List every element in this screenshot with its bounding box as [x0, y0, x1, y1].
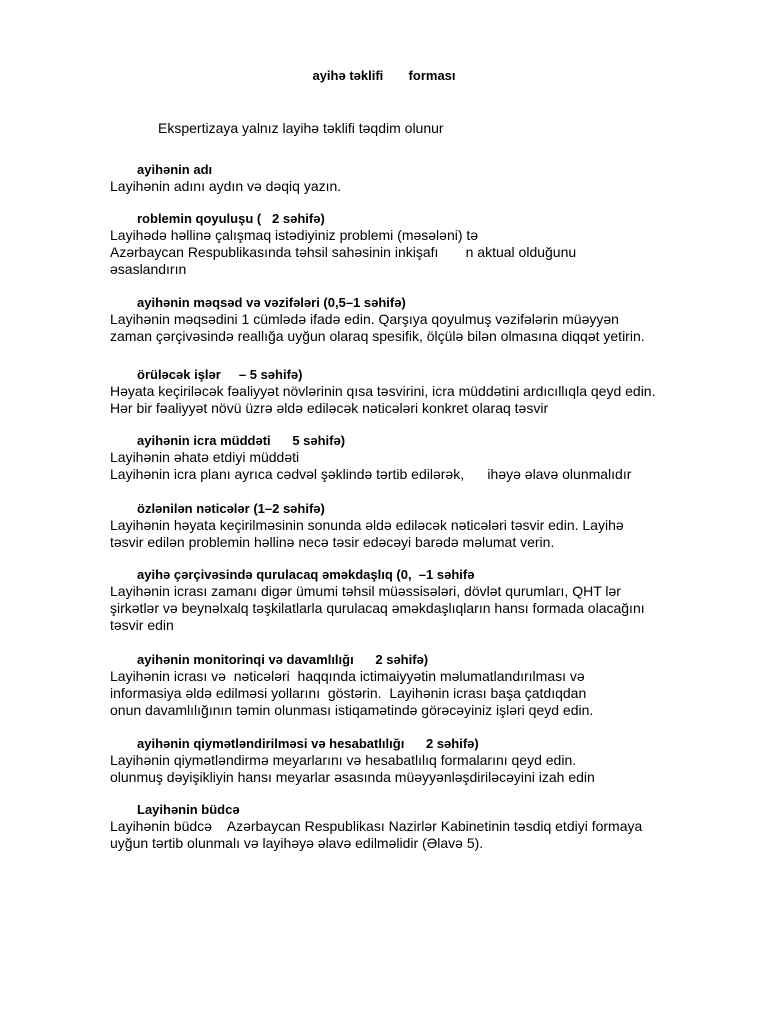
- form-title: ayihə təklifi forması: [312, 68, 456, 83]
- section-text-line: Layihənin icrası və nəticələri haqqında ictimaiyyətin məlumatlandırılması və: [110, 668, 585, 684]
- section-text-line: Layihənin məqsədini 1 cümlədə ifadə edin. Qarşıya qoyulmuş vəzifələrin müəyyən: [110, 311, 619, 327]
- section-heading: ayihənin icra müddəti 5 səhifə): [137, 433, 346, 448]
- section: [110, 210, 750, 278]
- section-text-line: zaman çərçivəsində reallığa uyğun olaraq spesifik, ölçülə bilən olmasına diqqət yetirin.: [110, 328, 645, 344]
- section-text-line: Layihənin icrası zamanı digər ümumi təhsil müəssisələri, dövlət qurumları, QHT lər: [110, 583, 621, 599]
- section-text-line: təsvir edin: [110, 617, 174, 633]
- section-text-line: şirkətlər və beynəlxalq təşkilatlarla qurulacaq əməkdaşlıqların hansı formada olacağını: [110, 600, 645, 616]
- section: [110, 801, 750, 852]
- section-heading: roblemin qoyuluşu ( 2 səhifə): [137, 211, 325, 226]
- section-text-line: təsvir edilən problemin həllinə necə təsir edəcəyi barədə məlumat verin.: [110, 534, 555, 550]
- section-text-line: olunmuş dəyişikliyin hansı meyarlar əsasında müəyyənləşdiriləcəyini izah edin: [110, 769, 595, 785]
- section-text-line: Layihənin büdcə Azərbaycan Respublikası Nazirlər Kabinetinin təsdiq etdiyi formaya: [110, 818, 643, 834]
- section-heading: ayihə çərçivəsində qurulacaq əməkdaşlıq (0, –1 səhifə: [137, 567, 475, 582]
- section: [110, 735, 750, 786]
- section-heading: Layihənin büdcə: [137, 802, 240, 817]
- section-text-line: Layihənin qiymətləndirmə meyarlarını və hesabatlılıq formalarını qeyd edin.: [110, 752, 577, 768]
- section-heading: örüləcək işlər – 5 səhifə): [137, 367, 303, 382]
- section-text-line: Layihədə həllinə çalışmaq istədiyiniz problemi (məsələni) tə: [110, 227, 479, 243]
- section-heading: ayihənin məqsəd və vəzifələri (0,5–1 səhifə): [137, 295, 406, 310]
- section-text-line: Həyata keçiriləcək fəaliyyət növlərinin qısa təsvirini, icra müddətini ardıcıllıqla qeyd edin.: [110, 383, 656, 399]
- section: [110, 651, 750, 719]
- section-text-line: informasiya əldə edilməsi yollarını göstərin. Layihənin icrası başa çatdıqdan: [110, 685, 587, 701]
- section-text-line: Azərbaycan Respublikasında təhsil sahəsinin inkişafı n aktual olduğunu: [110, 244, 577, 260]
- form-subtitle: Ekspertizaya yalnız layihə təklifi təqdim olunur: [158, 120, 444, 136]
- section-text-line: Layihənin adını aydın və dəqiq yazın.: [110, 178, 342, 194]
- section-text-line: Layihənin həyata keçirilməsinin sonunda əldə ediləcək nəticələri təsvir edin. Layihə: [110, 517, 624, 533]
- section-heading: ayihənin adı: [137, 162, 213, 177]
- section-heading: özlənilən nəticələr (1–2 səhifə): [137, 501, 325, 516]
- section: [110, 432, 750, 483]
- section: [110, 500, 750, 551]
- section: [110, 366, 750, 417]
- section-text-line: əsaslandırın: [110, 261, 187, 277]
- section-heading: ayihənin qiymətləndirilməsi və hesabatlılığı 2 səhifə): [137, 736, 479, 751]
- section: [110, 294, 750, 345]
- section-text-line: Hər bir fəaliyyət növü üzrə əldə ediləcək nəticələri konkret olaraq təsvir: [110, 400, 549, 416]
- section: [110, 161, 750, 195]
- section-text-line: uyğun tərtib olunmalı və layihəyə əlavə edilməlidir (Əlavə 5).: [110, 835, 484, 851]
- section-text-line: Layihənin əhatə etdiyi müddəti: [110, 449, 300, 465]
- section-heading: ayihənin monitorinqi və davamlılığı 2 səhifə): [137, 652, 429, 667]
- section-text-line: onun davamlılığının təmin olunması istiqamətində görəcəyiniz işləri qeyd edin.: [110, 702, 594, 718]
- section-text-line: Layihənin icra planı ayrıca cədvəl şəklində tərtib edilərək, ihəyə əlavə olunmalıdır: [110, 466, 632, 482]
- section: [110, 566, 750, 634]
